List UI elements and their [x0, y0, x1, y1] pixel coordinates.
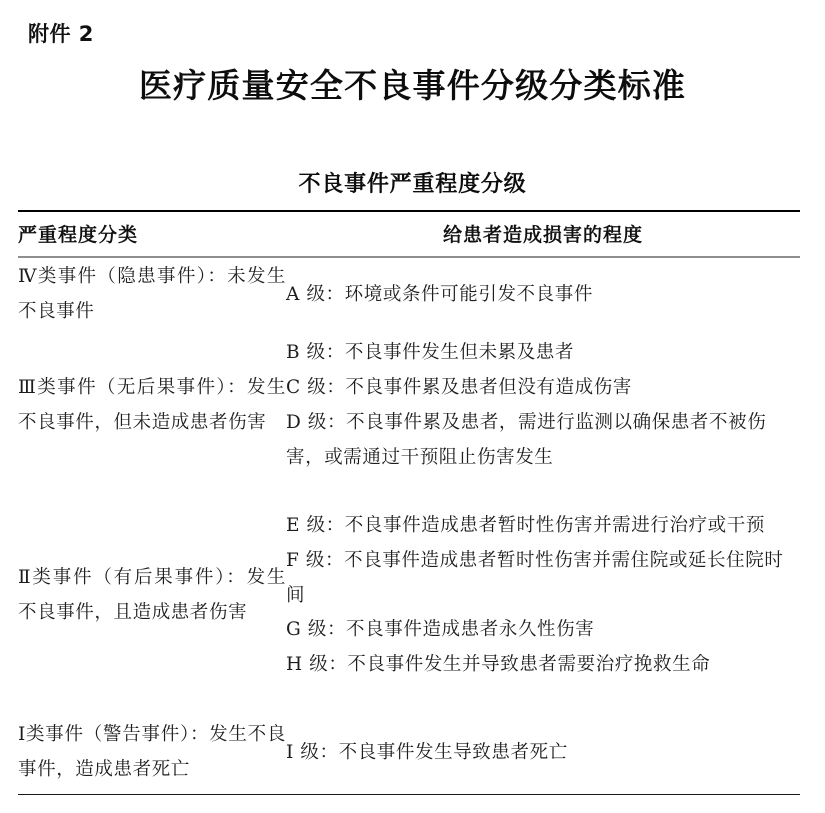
grade-line: I 级：不良事件发生导致患者死亡: [286, 741, 568, 763]
table-header: [18, 211, 800, 257]
severity-class-cell: Ⅱ类事件（有后果事件）：发生不良事件，且造成患者伤害: [18, 567, 286, 623]
severity-class-cell: Ⅳ类事件（隐患事件）：未发生不良事件: [18, 266, 286, 322]
grade-line: G 级：不良事件造成患者永久性伤害: [286, 619, 595, 641]
grade-line: A 级：环境或条件可能引发不良事件: [286, 283, 593, 305]
severity-grade-table: [18, 210, 800, 795]
table-row: [18, 480, 800, 712]
grade-line: F 级：不良事件造成患者暂时性伤害并需住院或延长住院时间: [286, 549, 784, 606]
page-title: 医疗质量安全不良事件分级分类标准: [138, 66, 687, 105]
severity-table-container: [18, 210, 800, 795]
table-header-row: [18, 211, 800, 257]
grade-line: B 级：不良事件发生但未累及患者: [286, 342, 575, 364]
harm-grade-cell: [286, 332, 800, 480]
grade-line: D 级：不良事件累及患者，需进行监测以确保患者不被伤害，或需通过干预阻止伤害发生: [286, 412, 767, 468]
column-header-harm-degree: 给患者造成损害的程度: [286, 211, 800, 257]
table-row: [18, 332, 800, 480]
attachment-label: 附件 2: [28, 22, 94, 46]
grade-line: E 级：不良事件造成患者暂时性伤害并需进行治疗或干预: [286, 515, 765, 537]
grade-line: C 级：不良事件累及患者但没有造成伤害: [286, 377, 632, 399]
severity-class-cell: Ⅰ类事件（警告事件）：发生不良事件，造成患者死亡: [18, 712, 286, 795]
table-row: [18, 257, 800, 332]
harm-grade-cell: [286, 257, 800, 332]
table-body: [18, 257, 800, 795]
section-subtitle: 不良事件严重程度分级: [298, 172, 527, 197]
severity-class-cell: Ⅲ类事件（无后果事件）：发生不良事件，但未造成患者伤害: [18, 377, 286, 433]
grade-line: H 级：不良事件发生并导致患者需要治疗挽救生命: [286, 654, 711, 676]
harm-grade-cell: [286, 480, 800, 712]
harm-grade-cell: [286, 712, 800, 795]
column-header-severity-class: 严重程度分类: [18, 211, 286, 257]
table-row: [18, 712, 800, 795]
